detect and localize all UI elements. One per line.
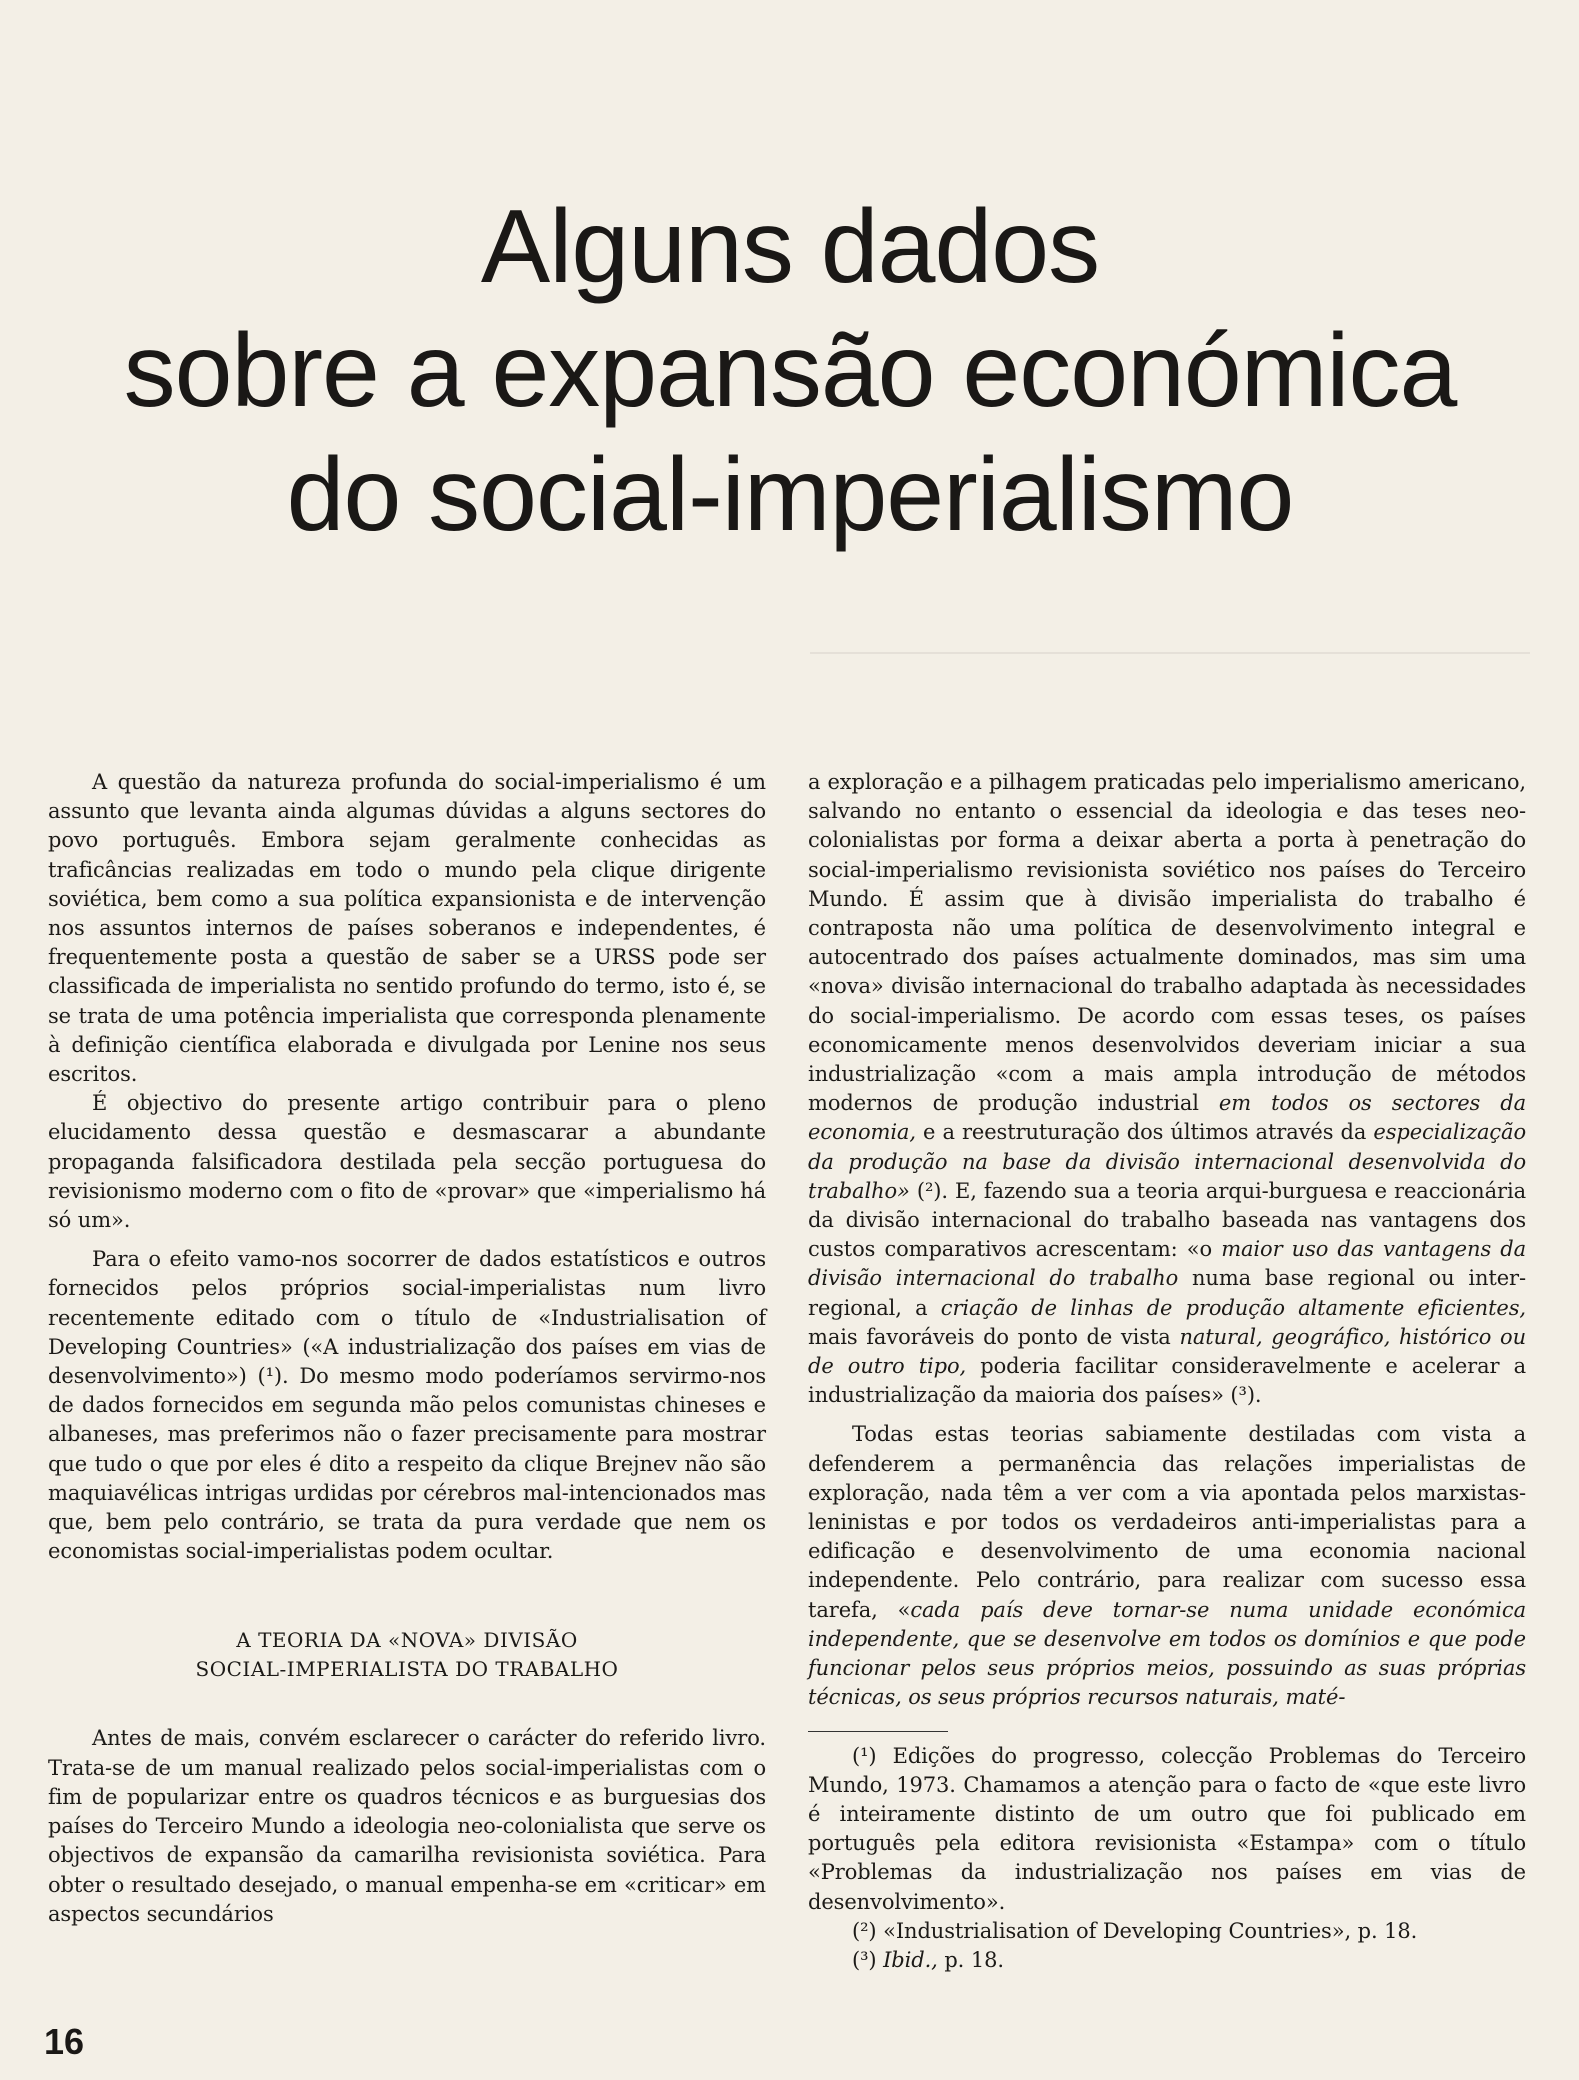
paragraph: A questão da natureza profunda do social-imperialismo é um assunto que levanta ainda algumas dúvidas a alguns sectores do povo português. Embora sejam geralmente conhecidas as traficâncias realizadas em todo o mundo pela clique dirigente soviética, bem como a sua política expansionista e de intervenção nos assuntos internos de países soberanos e independentes, é frequentemente posta a questão de saber se a URSS pode ser classificada de imperialista no sentido profundo do termo, isto é, se se trata de uma potência imperialista que corresponda plenamente à definição científica elaborada e divulgada por Lenine nos seus escritos. xyxy=(48,770,766,1087)
text-run: numa base regional ou inter-regional, a xyxy=(808,1266,1526,1320)
text-run: poderia facilitar consideravelmente e acelerar a industrialização da maioria dos países» (³). xyxy=(808,1354,1526,1408)
text-run: a exploração e a pilhagem praticadas pelo imperialismo americano, salvando no entanto o essencial da ideologia e das teses neo-colonialistas por forma a deixar aberta a porta à penetração do social-imperialismo revisionista soviético nos países do Terceiro Mundo. É assim que à divisão imperialista do trabalho é contraposta não uma política de desenvolvimento integral e autocentrado dos países actualmente dominados, mas sim uma «nova» divisão internacional do trabalho adaptada às necessidades do social-imperialismo. De acordo com essas teses, os países economicamente menos desenvolvidos deveriam iniciar a sua industrialização «com a mais ampla introdução de métodos modernos de produção industrial xyxy=(808,770,1526,1116)
text-run: Todas estas teorias sabiamente destiladas com vista a defenderem a permanência das relações imperialistas de exploração, nada têm a ver com a via apontada pelos marxistas-leninistas e por todos os verdadeiros anti-imperialistas para a edificação e desenvolvimento de uma economia nacional independente. Pelo contrário, para realizar com sucesso essa tarefa, « xyxy=(808,1422,1526,1622)
title-line-1: Alguns dados xyxy=(480,189,1100,305)
section-heading-line-2: SOCIAL-IMPERIALISTA DO TRABALHO xyxy=(195,1657,619,1682)
bleed-through-rule xyxy=(810,652,1530,654)
section-heading xyxy=(48,1626,766,1684)
paragraph: Para o efeito vamo-nos socorrer de dados estatísticos e outros fornecidos pelos próprios social-imperialistas num livro recentemente editado com o título de «Industrialisation of Developing Countries» («A industrialização dos países em vias de desenvolvimento») (¹). Do mesmo modo poderíamos servirmo-nos de dados fornecidos em segunda mão pelos comunistas chineses e albaneses, mas preferimos não o fazer precisamente para mostrar que tudo o que por eles é dito a respeito da clique Brejnev não são maquiavélicas intrigas urdidas por cérebros mal-intencionados mas que, bem pelo contrário, se trata da pura verdade que nem os economistas social-imperialistas podem ocultar. xyxy=(48,1247,766,1564)
footnote-3 xyxy=(808,1946,1526,1975)
paragraph: É objectivo do presente artigo contribuir para o pleno elucidamento dessa questão e desmascarar a abundante propaganda falsificadora destilada pela secção portuguesa do revisionismo moderno com o fito de «provar» que «imperialismo há só um». xyxy=(48,1091,766,1233)
emphasis: em todos os sectores da economia, xyxy=(808,1091,1526,1145)
footnote-divider xyxy=(808,1731,948,1732)
text-run: (³) xyxy=(852,1947,884,1972)
emphasis: cada país deve tornar-se numa unidade económica independente, que se desenvolve em todos os domínios e que pode funcionar pelos seus próprios meios, possuindo as suas próprias técnicas, os seus próprios recursos naturais, maté- xyxy=(808,1597,1526,1710)
paragraph xyxy=(808,768,1526,1410)
article-title xyxy=(60,185,1520,557)
emphasis: criação de linhas de produção altamente eficientes, xyxy=(940,1295,1526,1320)
section-heading-line-1: A TEORIA DA «NOVA» DIVISÃO xyxy=(236,1628,578,1653)
emphasis: Ibid., xyxy=(883,1947,938,1972)
left-column xyxy=(48,768,766,1929)
right-column xyxy=(808,768,1526,1975)
paragraph: Antes de mais, convém esclarecer o carácter do referido livro. Trata-se de um manual realizado pelos social-imperialistas com o fim de popularizar entre os quadros técnicos e as burguesias dos países do Terceiro Mundo a ideologia neo-colonialista que serve os objectivos de expansão da camarilha revisionista soviética. Para obter o resultado desejado, o manual empenha-se em «criticar» em aspectos secundários xyxy=(48,1726,766,1926)
title-line-2: sobre a expansão económica xyxy=(123,313,1457,429)
text-run: (²). E, fazendo sua a teoria arqui-burguesa e reaccionária da divisão internacional do trabalho baseada nas vantagens dos custos comparativos acrescentam: «o xyxy=(808,1178,1526,1262)
emphasis: maior uso das vantagens da divisão internacional do trabalho xyxy=(808,1237,1527,1291)
text-run: p. 18. xyxy=(937,1947,1004,1972)
page-number: 16 xyxy=(44,2021,85,2062)
emphasis: especialização da produção na base da divisão internacional desenvolvida do trabalho» xyxy=(808,1120,1526,1203)
footnote-2: (²) «Industrialisation of Developing Countries», p. 18. xyxy=(852,1918,1418,1943)
emphasis: natural, geográfico, histórico ou de outro tipo, xyxy=(808,1324,1527,1379)
text-run: e a reestruturação dos últimos através da xyxy=(915,1120,1374,1145)
footnote-1: (¹) Edições do progresso, colecção Problemas do Terceiro Mundo, 1973. Chamamos a atenção para o facto de «que este livro é inteiramente distinto de um outro que foi publicado em português pela editora revisionista «Estampa» com o título «Problemas da industrialização nos países em vias de desenvolvimento». xyxy=(808,1743,1526,1914)
title-line-3: do social-imperialismo xyxy=(286,437,1294,553)
text-run: mais favoráveis do ponto de vista xyxy=(808,1324,1180,1349)
paragraph xyxy=(808,1420,1526,1712)
